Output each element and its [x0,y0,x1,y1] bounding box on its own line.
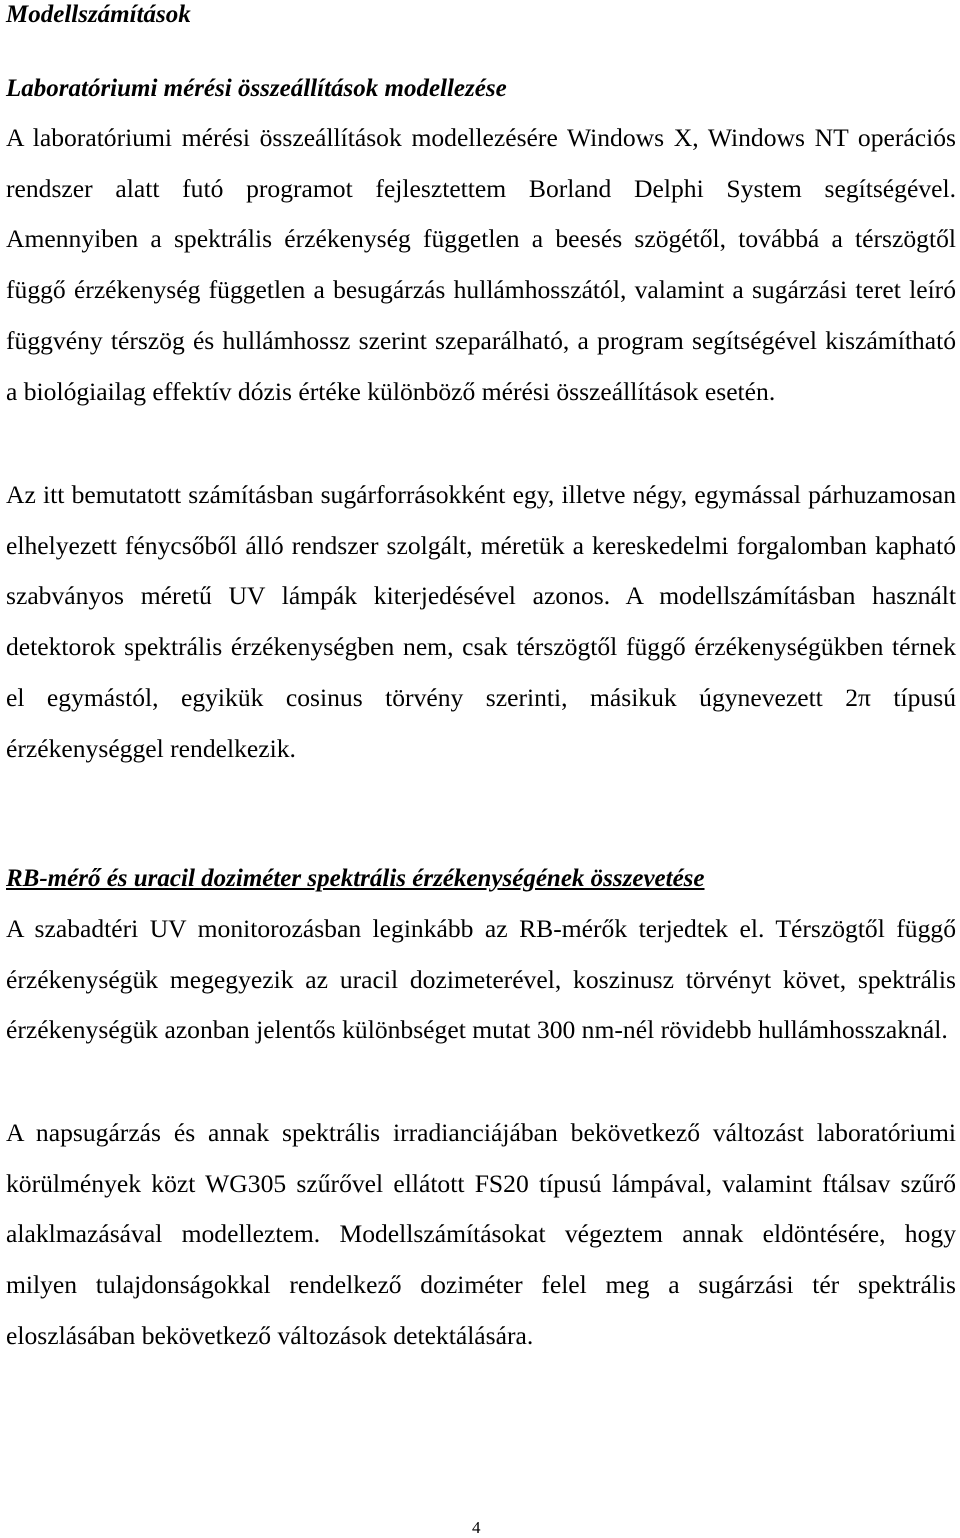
paragraph-lab-modelling-calculation: Az itt bemutatott számításban sugárforrásokként egy, illetve négy, egymással párhuzamosan elhelyezett fénycsőből álló rendszer szolgált, méretük a kereskedelmi forgalomban kapható szabványos méretű UV lámpák kiterjedésével azonos. A modellszámításban használt detektorok spektrális érzékenységben nem, csak térszögtől függő érzékenységükben térnek el egymástól, egyikük cosinus törvény szerinti, másikuk úgynevezett 2π típusú érzékenységgel rendelkezik. [6,480,956,763]
paragraph-rb-meter-comparison: A szabadtéri UV monitorozásban leginkább az RB-mérők terjedtek el. Térszögtől függő érzékenységük megegyezik az uracil dozimeterével, koszinusz törvényt követ, spektrális érzékenységük azonban jelentős különbséget mutat 300 nm-nél rövidebb hullámhosszaknál. [6,914,956,1045]
section-heading-rb-uracil-comparison: RB-mérő és uracil doziméter spektrális érzékenységének összevetése [6,865,705,892]
section-heading-lab-modelling: Laboratóriumi mérési összeállítások modellezése [6,75,507,102]
page-number: 4 [472,1518,481,1537]
paragraph-solar-radiation-modelling: A napsugárzás és annak spektrális irradianciájában bekövetkező változást laboratóriumi körülmények közt WG305 szűrővel ellátott FS20 típusú lámpával, valamint ftálsav szűrő alaklmazásával modelleztem. Modellszámításokat végeztem annak eldöntésére, hogy milyen tulajdonságokkal rendelkező doziméter felel meg a sugárzási tér spektrális eloszlásában bekövetkező változások detektálására. [6,1118,956,1350]
paragraph-lab-modelling-intro: A laboratóriumi mérési összeállítások modellezésére Windows X, Windows NT operációs rendszer alatt futó programot fejlesztettem Borland Delphi System segítségével. Amennyiben a spektrális érzékenység független a beesés szögétől, továbbá a térszögtől függő érzékenység független a besugárzás hullámhosszától, valamint a sugárzási teret leíró függvény térszög és hullámhossz szerint szeparálható, a program segítségével kiszámítható a biológiailag effektív dózis értéke különböző mérési összeállítások esetén. [6,123,956,406]
document-title: Modellszámítások [6,1,191,28]
